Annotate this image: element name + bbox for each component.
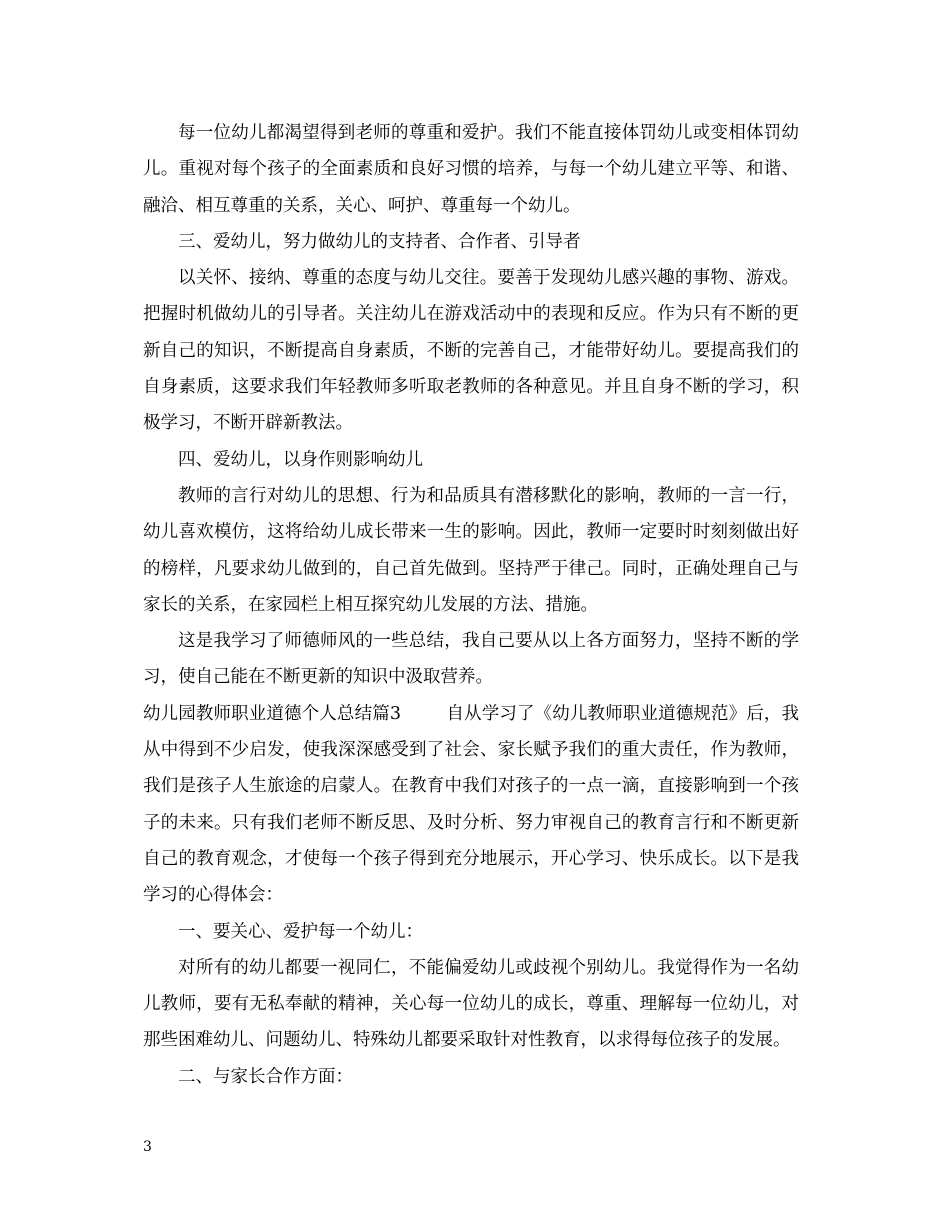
heading-section-four: 四、爱幼儿，以身作则影响幼儿 (178, 449, 423, 470)
title-gap (401, 704, 447, 724)
heading-point-one: 一、要关心、爱护每一个幼儿： (178, 921, 423, 942)
paragraph-respect: 每一位幼儿都渴望得到老师的尊重和爱护。我们不能直接体罚幼儿或变相体罚幼儿。重视对每个孩子的全面素质和良好习惯的培养，与每一个幼儿建立平等、和谐、融洽、相互尊重的关系，关心、呵护、尊重每一个幼儿。 (143, 123, 799, 216)
paragraph-summary: 这是我学习了师德师风的一些总结，我自己要从以上各方面努力，坚持不断的学习，使自己能在不断更新的知识中汲取营养。 (143, 631, 799, 688)
chapter-intro: 自从学习了《幼儿教师职业道德规范》后，我从中得到不少启发，使我深深感受到了社会、家长赋予我们的重大责任，作为教师，我们是孩子人生旅途的启蒙人。在教育中我们对孩子的一点一滴，直接影响到一个孩子的未来。只有我们老师不断反思、及时分析、努力审视自己的教育言行和不断更新自己的教育观念，才使每一个孩子得到充分地展示，开心学习、快乐成长。以下是我学习的心得体会： (143, 703, 799, 906)
paragraph-role-model: 教师的言行对幼儿的思想、行为和品质具有潜移默化的影响，教师的一言一行，幼儿喜欢模仿，这将给幼儿成长带来一生的影响。因此，教师一定要时时刻刻做出好的榜样，凡要求幼儿做到的，自己首先做到。坚持严于律己。同时，正确处理自己与家长的关系，在家园栏上相互探究幼儿发展的方法、措施。 (143, 485, 799, 615)
document-body (143, 115, 799, 1095)
paragraph-equal-care: 对所有的幼儿都要一视同仁，不能偏爱幼儿或歧视个别幼儿。我觉得作为一名幼儿教师，要有无私奉献的精神，关心每一位幼儿的成长，尊重、理解每一位幼儿，对那些困难幼儿、问题幼儿、特殊幼儿都要采取针对性教育，以求得每位孩子的发展。 (143, 957, 799, 1051)
heading-section-three: 三、爱幼儿，努力做幼儿的支持者、合作者、引导者 (178, 231, 581, 252)
heading-point-two: 二、与家长合作方面： (178, 1066, 353, 1087)
chapter-title: 幼儿园教师职业道德个人总结篇3 (143, 703, 401, 724)
page-number: 3 (143, 1139, 152, 1155)
paragraph-chapter-three (143, 696, 799, 914)
paragraph-supporter: 以关怀、接纳、尊重的态度与幼儿交往。要善于发现幼儿感兴趣的事物、游戏。把握时机做幼儿的引导者。关注幼儿在游戏活动中的表现和反应。作为只有不断的更新自己的知识，不断提高自身素质，不断的完善自己，才能带好幼儿。要提高我们的自身素质，这要求我们年轻教师多听取老教师的各种意见。并且自身不断的学习，积极学习，不断开辟新教法。 (143, 268, 799, 434)
